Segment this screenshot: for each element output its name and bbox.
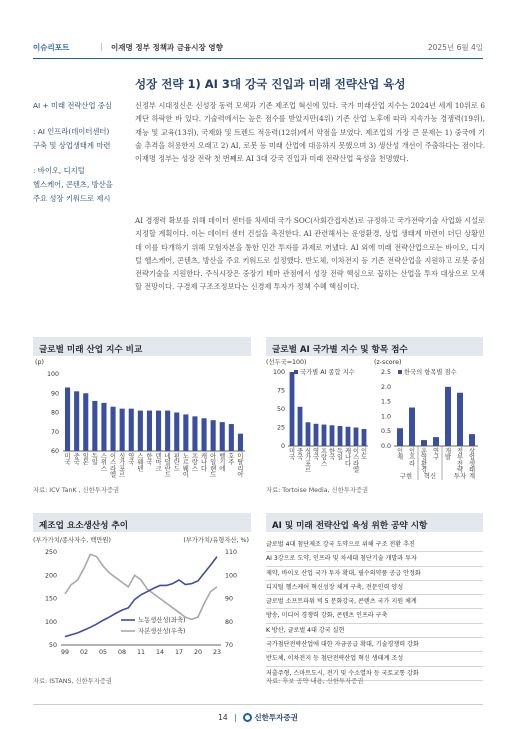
chart1-y-unit: (p) [35,359,44,366]
chart2-right-group-label: 투자 [453,473,467,480]
chart1-bar [65,387,70,451]
chart2-right-y-tick: 1.5 [380,398,391,406]
chart2-right-y-tick: 1.0 [380,413,391,421]
chart2-left-x-label: 인 도 [360,448,368,462]
sidebar-note-6: 주요 성장 키워드로 제시 [33,194,111,203]
chart1-x-label: 이 스 라 엘 [110,453,117,479]
pledge-row: 글로벌 4대 첨단제조 강국 도약으로 위해 구조 전환 추진 [266,538,483,552]
chart1-x-label: 노 르 웨 이 [182,453,189,479]
chart1-y-tick: 70 [50,428,59,436]
chart1-y-tick: 80 [50,409,59,417]
chart3-x-tick: 17 [174,649,184,656]
sidebar-note-2: : AI 인프라(데이터센터) [33,127,110,136]
chart1-bar [92,401,97,451]
chart2-left-y-tick: 25 [276,424,285,432]
chart2-right-y-tick: 0.0 [380,443,391,450]
sidebar-note-5: 헬스케어, 콘텐츠, 방산을 [33,180,113,189]
body-paragraph-1: 신정부 시대정신은 신성장 동력 모색과 기존 제조업 혁신에 있다. 국가 미래산업 지수는 2024년 세계 10위로 6계단 하락한 바 있다. 기술력에서는 높은 점수를 받았지만(4위) 기존 산업 노후에 따라 지속가능 경쟁력(19위), 재능 및 교육(13위), 국제화 및 트렌드 적응력(12위)에서 약점을 보였다. 제조업의 가장 큰 문제는 1) 중국에 기술 추격을 허용한지 오래고 2) AI, 로봇 등 미래 산업에 대응하지 못했으며 3) 생산성 개선이 주춤하다는 점이다. 이재명 정부는 성장 전략 첫 번째로 AI 3대 강국 진입과 미래 전략산업 육성을 천명했다. [135,101,485,164]
chart1-bar [229,424,234,451]
footer-rule [33,704,483,705]
chart2-left-bar [330,425,335,446]
chart2-right-bar [421,440,427,446]
chart3-x-tick: 20 [193,649,203,656]
chart1-bar [220,422,225,451]
chart3-x-tick: 11 [136,649,146,656]
chart2-right-group-label: 구현 [399,473,413,480]
chart2-right-unit: (z-score) [374,359,402,366]
chart2-right-bar [433,437,439,446]
chart2-left-y-tick: 75 [276,387,285,395]
chart3-right-unit: (부가가치/유형자산, %) [183,537,249,544]
page-number: 14 [218,713,228,722]
chart1-bar [192,416,197,451]
sidebar-note-1: AI + 미래 전략산업 중심 [33,101,112,110]
chart1-x-label: 이 탈 리 아 [237,453,244,479]
chart3-left-y-tick: 50 [48,642,57,649]
chart3-x-tick: 99 [60,649,70,656]
chart1-x-label: 호 주 [228,453,235,467]
chart3-source: 자료: ISTANS, 신한투자증권 [33,678,113,685]
chart2-left-bar [306,422,311,446]
chart1-x-label: 스 위 스 [100,453,107,473]
pledge-row: K 방산, 글로벌 4대 강국 실현 [266,624,483,638]
chart1-y-tick: 60 [50,448,59,455]
chart2-left-bar [314,424,319,446]
chart2-left-legend-swatch [294,370,298,374]
chart2-left-x-label: 프 랑 스 [320,448,328,468]
chart1-title: 글로벌 미래 산업 지수 비교 [39,345,143,355]
chart1-x-label: 벨 기 에 [219,453,226,473]
chart3-right-y-tick: 90 [225,595,234,603]
chart3-svg [33,532,251,674]
header-rule [33,58,483,59]
pledge-row: AI 3강으로 도약, 인프라 및 차세대 첨단기술 개발과 투자 [266,552,483,566]
chart2-left-x-label: 싱 가 포 르 [304,448,312,474]
chart3-x-tick: 14 [155,649,165,656]
chart2-left-unit: (선두국=100) [266,359,307,366]
chart1-x-label: 아 일 랜 드 [210,453,217,479]
chart2-left-bar [354,428,359,447]
chart1-bar [165,411,170,451]
chart1-x-label: 한 국 [146,453,153,467]
footer [0,712,516,723]
chart2-right-bar [457,393,463,446]
chart1-bar [129,409,134,451]
chart3-right-y-tick: 110 [225,549,238,556]
chart2-right-bar [397,428,403,446]
chart3-capital-line [65,554,217,619]
chart1-bar [120,409,125,451]
chart2-svg [266,356,483,481]
chart3-left-y-tick: 100 [44,618,57,626]
chart1-panel [33,337,251,356]
chart2-title-bar [266,337,483,356]
chart3-left-y-tick: 250 [44,549,57,556]
pledge-row: 저출주형, 스마트도시, 전기 및 수소열차 등 국토교통 강화 [266,667,483,681]
chart1-source: 자료: ICV TanK , 신한투자증권 [33,487,120,494]
chart2-right-y-tick: 0.5 [380,428,391,436]
chart2-left-legend: 국가별 AI 종합 지수 [300,369,355,376]
chart1-x-label: 싱 가 포 르 [119,453,126,479]
chart3-x-tick: 08 [117,649,127,656]
chart3-title-bar [33,513,251,532]
chart1-bar [174,413,179,452]
chart3-x-tick: 23 [212,649,222,656]
chart2-right-group-label: 혁신 [423,473,437,480]
chart1-bar [74,391,79,451]
chart4-title-bar [266,513,483,532]
chart3-left-y-tick: 150 [44,595,57,603]
chart2-title: 글로벌 AI 국가별 지수 및 항목 점수 [272,345,408,355]
chart2-right-y-tick: 2.5 [380,369,391,376]
chart3-x-tick: 02 [79,649,89,656]
chart3-legend-capital: 자본생산성(우축) [138,628,186,635]
chart3-panel [33,513,251,532]
chart2-right-x-label: 인 재 [396,448,404,462]
header-separator: | [100,42,103,51]
pledge-row: 반도체, 이차전지 등 첨단전략산업 혁신 생태계 조성 [266,652,483,666]
report-tag: 이슈리포트 [33,43,70,52]
chart1-x-label: 일 본 [82,453,89,467]
chart1-bar [111,407,116,451]
body-paragraph-2: AI 경쟁력 확보를 위해 데이터 센터를 차세대 국가 SOC(사회간접자본)로 규정하고 국가전략기술 사업화 시설로 지정할 계획이다. 이는 데이터 센터 건설을 촉진한다. AI 관련해서는 운영환경, 상업 생태계 마련이 더딘 상황인데 이를 타개하기 위해 모험자본을 통한 민간 투자를 과제로 꺼냈다. AI 외에 미래 전략산업으로는 바이오, 디지털 헬스케어, 콘텐츠, 방산을 주요 키워드로 설정했다. 반도체, 이차전지 등 기존 전략산업을 지원하고 로봇 중심 전략기술을 지원한다. 주식시장은 중장기 테마 관점에서 성장 전략 핵심으로 꼽히는 산업을 투자 대상으로 모색할 전망이다. 구경제 구조조정보다는 신경제 투자가 정책 수혜 핵심이다. [135,216,485,292]
chart2-right-bar [469,434,475,446]
chart2-right-legend-swatch [398,370,402,374]
chart1-x-label: 핀 란 드 [173,453,180,473]
chart2-left-y-tick: 0 [280,443,285,450]
chart3-left-y-tick: 200 [44,572,57,580]
chart3-legend-labor: 노동생산성(좌축) [138,617,186,624]
brand-logo-icon [243,713,252,722]
footer-separator: | [234,713,237,722]
report-date: 2025년 6월 4일 [427,43,483,52]
chart1-bar [101,403,106,451]
pledge-table [266,538,483,681]
chart2-left-bar [362,429,367,446]
chart1-bar [211,420,216,451]
pledge-row: 국가첨단전략산업에 대한 자금공급 확대, 기술경쟁력 강화 [266,638,483,652]
chart1-svg [33,356,251,481]
chart2-right-x-label: 상 업 생 태 계 [468,448,476,480]
chart2-right-x-label: 연 구 [432,448,440,462]
chart2-right-x-label: 정 부 전 략 [456,448,464,474]
chart2-panel [266,337,483,356]
chart2-source: 자료: Tortoise Media, 신한투자증권 [266,487,369,494]
pledge-row: 방송, 미디어 경쟁력 강화, 콘텐츠 인프라 구축 [266,609,483,623]
sidebar-note-3: 구축 및 상업생태계 마련 [33,141,111,150]
report-title: 이재명 정부 정책과 금융시장 영향 [111,43,223,52]
chart1-bar [183,414,188,451]
chart3-right-y-tick: 100 [225,572,238,580]
chart1-x-label: 덴 마 크 [155,453,162,473]
chart2-left-x-label: 영 국 [312,448,320,462]
chart1-x-label: 영 국 [128,453,135,467]
chart2-right-y-tick: 2.0 [380,383,391,391]
chart2-left-bar [338,426,343,446]
pledge-row: 글로벌 소프트파워 빅 5 문화강국, 콘텐츠 국가 지원 체계 [266,595,483,609]
chart3-right-y-tick: 80 [225,618,234,626]
chart2-right-bar [409,408,415,446]
chart3-labor-line [65,557,217,637]
chart2-right-x-label: 운 영 환 경 [420,448,428,474]
chart2-left-x-label: 중 국 [296,448,304,462]
chart1-bar [238,434,243,451]
chart2-left-bar [322,425,327,446]
chart2-right-x-label: 개 발 [444,448,452,462]
chart1-bar [156,411,161,451]
chart1-x-label: 네 덜 란 드 [164,453,171,479]
chart2-left-bar [298,407,303,446]
sidebar-note-4: : 바이오, 디지털 [33,166,85,175]
chart1-x-label: 미 국 [64,453,71,467]
chart1-y-tick: 100 [46,371,59,378]
chart1-bar [202,418,207,451]
chart3-left-unit: (부가가치/종사자수, 백만원) [33,537,111,544]
brand-name: 신한투자증권 [254,713,298,722]
chart4-title: AI 및 미래 전략산업 육성 위한 공약 시항 [272,521,428,531]
chart3-x-tick: 05 [98,649,108,656]
chart1-x-label: 스 웨 덴 [137,453,144,473]
chart2-left-y-tick: 50 [276,406,285,413]
chart4-source: 자료: 후보 공약 내용, 신한투자증권 [266,678,364,685]
chart2-left-bar [346,427,351,446]
chart2-left-x-label: 이 스 라 엘 [352,448,360,474]
chart2-right-x-label: 인 프 라 [408,448,416,468]
chart2-left-y-tick: 100 [272,369,285,376]
chart1-bar [147,411,152,451]
pledge-row: 디지털 헬스케어 혁신성장 체계 구축, 전문인력 양성 [266,581,483,595]
chart1-y-tick: 90 [50,390,59,398]
chart1-bar [83,393,88,451]
chart1-x-label: 독 일 [91,453,98,467]
chart4-panel [266,513,483,532]
chart1-x-label: 프 랑 스 [191,453,198,473]
chart2-left-x-label: 캐 나 다 [344,448,352,468]
chart3-right-y-tick: 70 [225,642,234,649]
chart2-left-bar [290,372,295,446]
chart2-left-x-label: 미 국 [288,448,296,462]
chart2-right-bar [445,387,451,446]
section-title: 성장 전략 1) AI 3대 강국 진입과 미래 전략산업 육성 [135,77,406,91]
chart1-title-bar [33,337,251,356]
pledge-row: 제약, 바이오 산업 국가 투자 확대, 필수의약품 공급 안정화 [266,567,483,581]
chart2-left-x-label: 한 국 [328,448,336,462]
chart1-bar [138,411,143,451]
chart1-x-label: 캐 나 다 [201,453,208,473]
chart1-x-label: 중 국 [73,453,80,467]
chart3-title: 제조업 요소생산성 추이 [39,521,128,531]
chart2-right-legend: 한국의 항목별 점수 [404,369,457,376]
chart2-left-x-label: 독 일 [336,448,344,462]
